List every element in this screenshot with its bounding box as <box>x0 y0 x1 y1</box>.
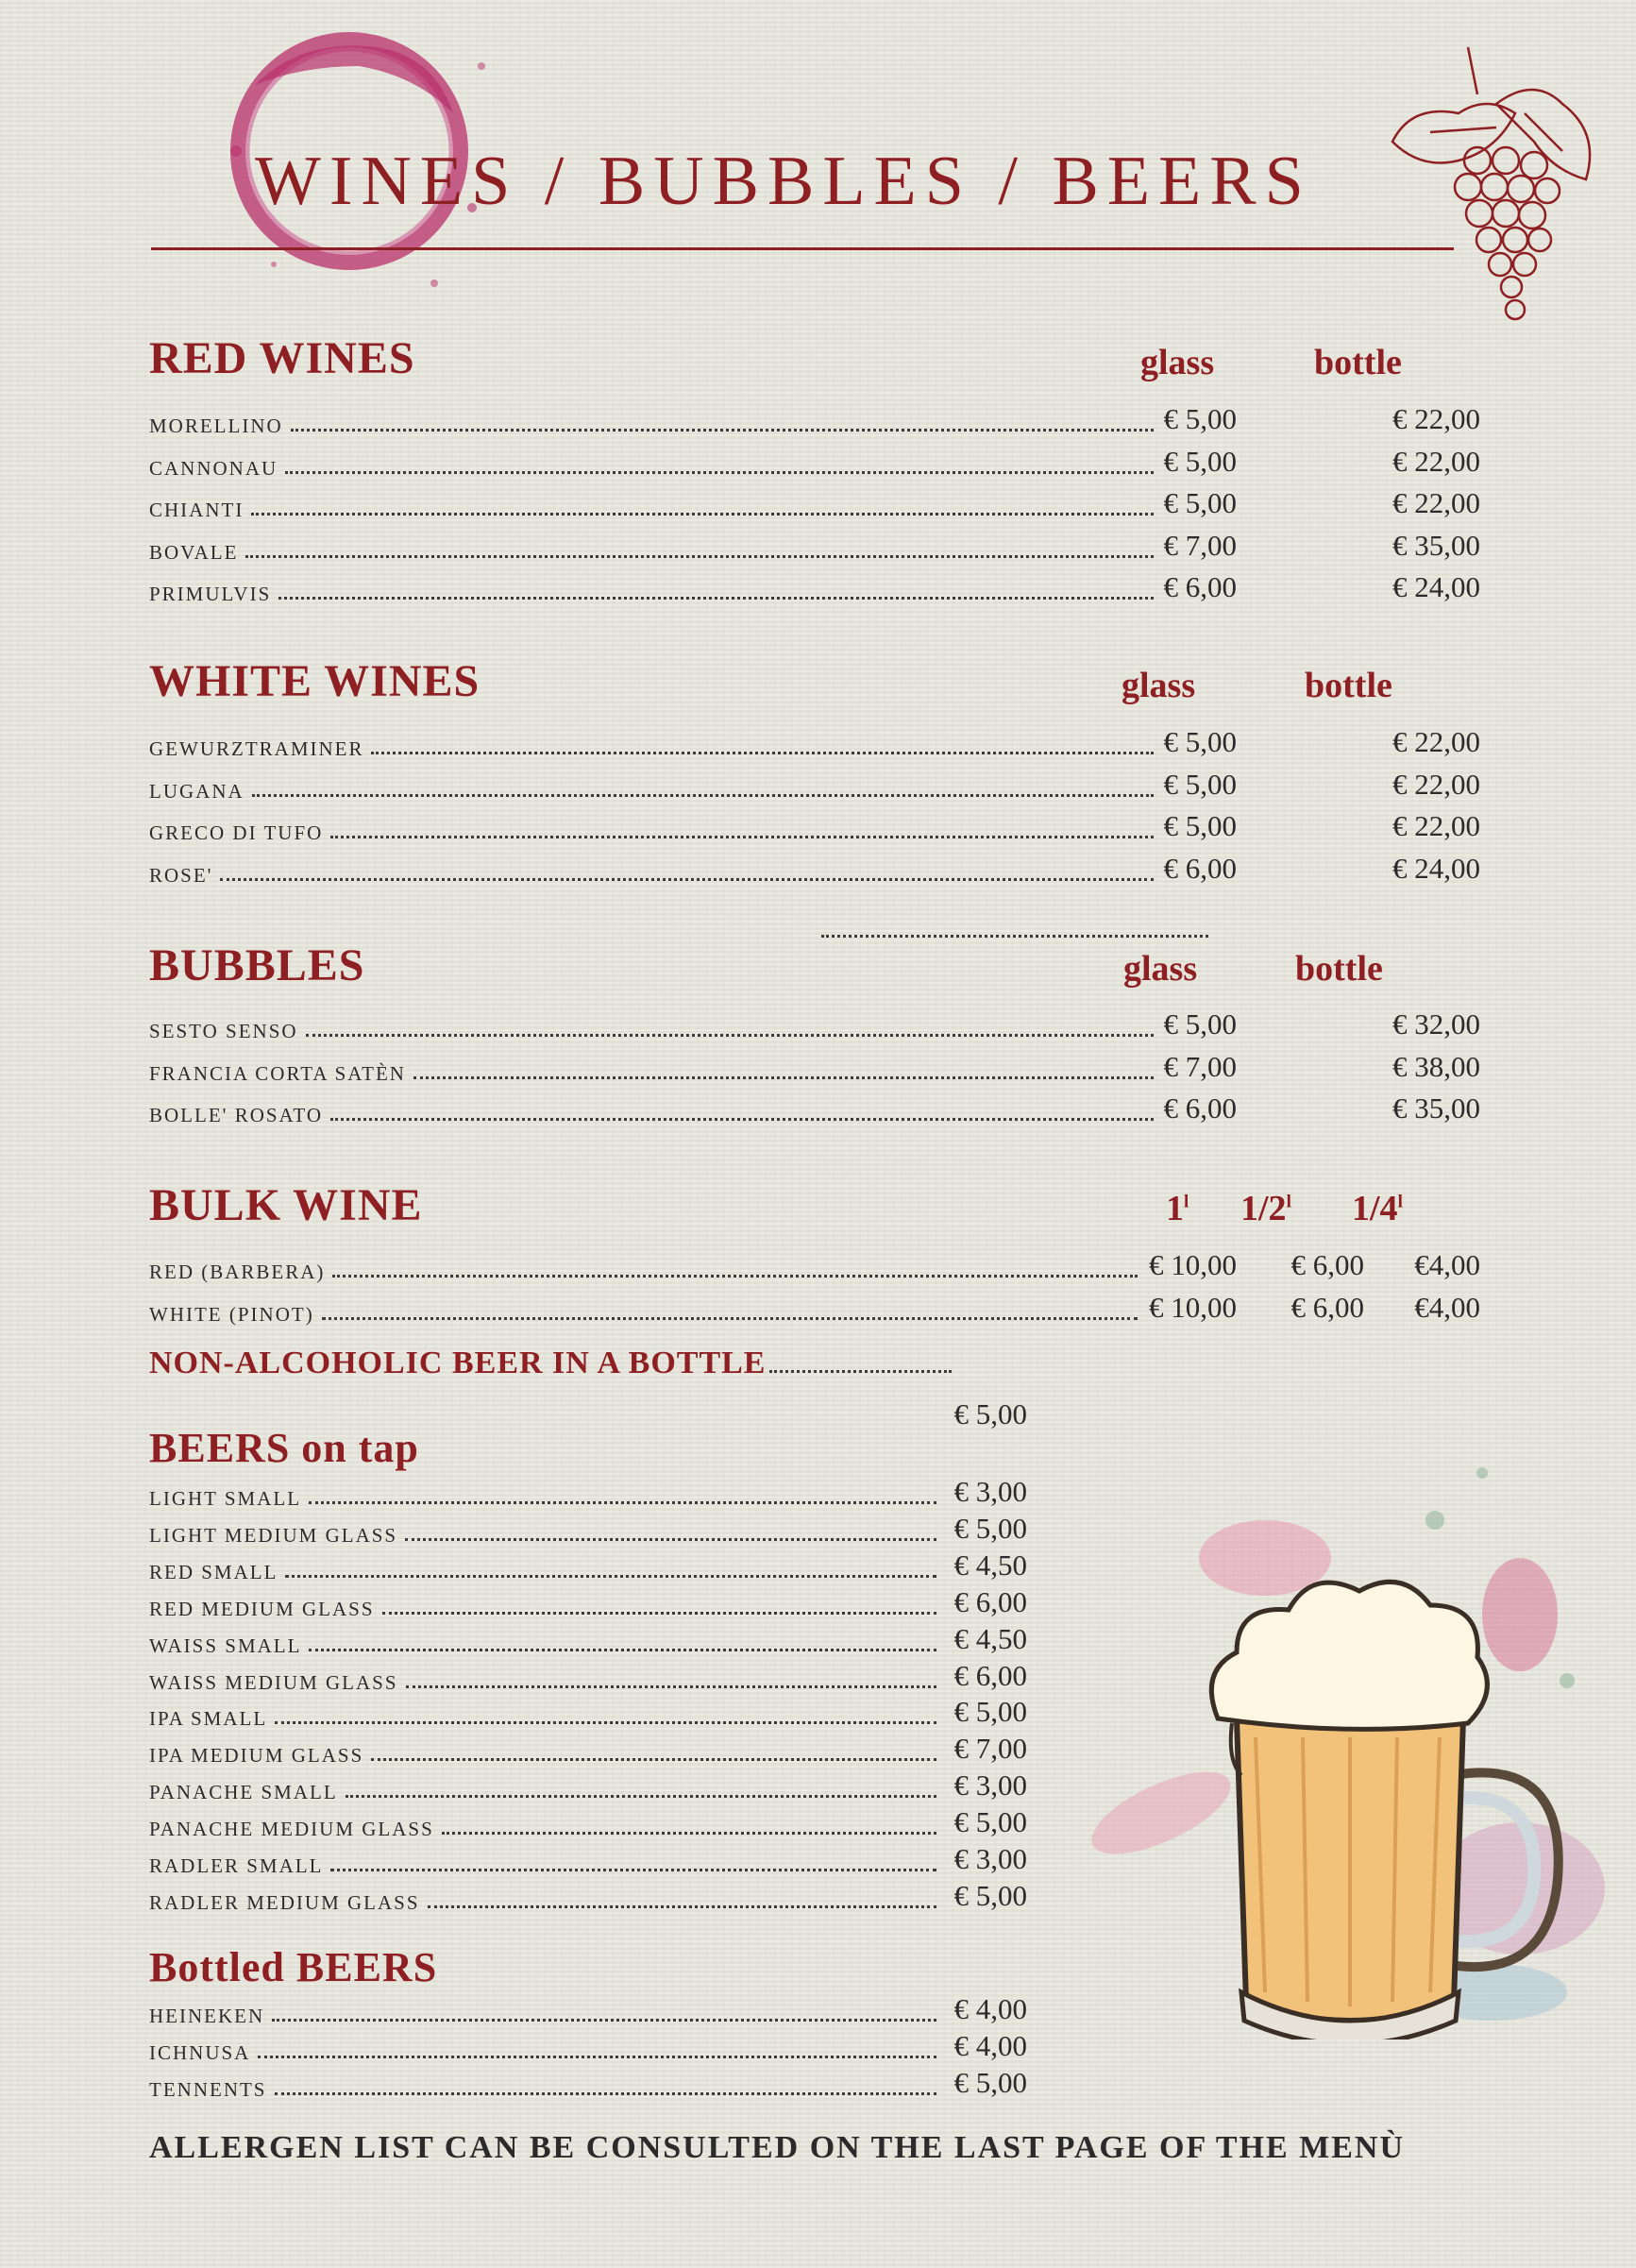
quarter-liter-price: €4,00 <box>1414 1248 1480 1281</box>
wine-row <box>149 723 1154 761</box>
item-name: MORELLINO <box>149 415 283 437</box>
dotted-leader <box>278 597 1154 600</box>
item-name: WAISS SMALL <box>149 1633 302 1657</box>
wine-row <box>149 443 1154 481</box>
beer-price: € 4,50 <box>953 1548 1027 1582</box>
beer-price: € 4,00 <box>953 2028 1027 2062</box>
glass-price: € 5,00 <box>1163 486 1237 519</box>
dotted-leader <box>769 1370 952 1373</box>
dotted-leader <box>405 1538 936 1541</box>
bottled-beers-heading: Bottled BEERS <box>149 1944 438 1990</box>
glass-price: € 5,00 <box>1163 809 1237 842</box>
item-name: CANNONAU <box>149 456 278 480</box>
dotted-leader <box>285 1575 936 1578</box>
wine-row <box>149 400 1154 438</box>
white-wines-bottle-label: bottle <box>1305 666 1392 705</box>
dotted-leader <box>371 1758 936 1761</box>
red-wines-heading: RED WINES <box>149 333 415 383</box>
dotted-leader <box>272 2019 936 2022</box>
bottle-price: € 24,00 <box>1392 570 1480 603</box>
item-name: LUGANA <box>149 779 245 803</box>
wine-row <box>149 527 1154 565</box>
beer-row <box>149 1583 936 1621</box>
red-wines-bottle-label: bottle <box>1314 343 1402 382</box>
bulk-wine-row <box>149 1246 1138 1284</box>
liter-price: € 10,00 <box>1149 1248 1237 1281</box>
white-wines-heading: WHITE WINES <box>149 656 481 706</box>
dotted-leader <box>406 1685 936 1688</box>
bottle-price: € 35,00 <box>1392 528 1480 562</box>
white-wines-glass-label: glass <box>1122 666 1196 705</box>
bulk-wine-heading: BULK WINE <box>149 1180 423 1230</box>
dotted-leader <box>252 794 1154 797</box>
beer-row <box>149 1840 936 1878</box>
item-name: ICHNUSA <box>149 2040 251 2064</box>
glass-price: € 6,00 <box>1163 1092 1237 1125</box>
bubbles-row <box>149 1006 1154 1043</box>
beer-price: € 5,00 <box>953 1511 1027 1545</box>
half-liter-price: € 6,00 <box>1290 1290 1364 1324</box>
item-name: PRIMULVIS <box>149 583 272 605</box>
item-name: RED MEDIUM GLASS <box>149 1597 375 1620</box>
beer-price: € 3,00 <box>953 1842 1027 1875</box>
beer-row <box>149 1693 936 1731</box>
item-name: BOLLE' ROSATO <box>149 1104 323 1126</box>
half-liter-price: € 6,00 <box>1290 1248 1364 1281</box>
bubbles-row <box>149 1048 1154 1086</box>
bottle-price: € 22,00 <box>1392 767 1480 801</box>
bottle-price: € 22,00 <box>1392 809 1480 842</box>
glass-price: € 5,00 <box>1163 402 1237 435</box>
dotted-leader <box>346 1795 936 1798</box>
item-name: RADLER SMALL <box>149 1854 324 1877</box>
wine-row <box>149 766 1154 804</box>
dotted-leader <box>330 1869 936 1871</box>
item-name: RED (BARBERA) <box>149 1261 326 1283</box>
dotted-leader <box>285 471 1154 474</box>
bulk-col-1l: 1$^l$ <box>1166 1189 1189 1228</box>
grapes-illustration-icon <box>1374 38 1610 330</box>
wine-row <box>149 568 1154 606</box>
item-name: RED SMALL <box>149 1560 278 1583</box>
non-alcoholic-price: € 5,00 <box>953 1397 1027 1430</box>
liter-price: € 10,00 <box>1149 1290 1237 1324</box>
bottle-price: € 38,00 <box>1392 1049 1480 1083</box>
dotted-leader <box>442 1832 936 1835</box>
dotted-leader <box>220 878 1154 881</box>
beer-row <box>149 2064 936 2102</box>
beer-price: € 3,00 <box>953 1475 1027 1508</box>
beer-mug-illustration-icon <box>1076 1435 1624 2040</box>
beer-price: € 6,00 <box>953 1658 1027 1692</box>
wine-row <box>149 850 1154 888</box>
beer-row <box>149 1990 936 2028</box>
non-alcoholic-heading: NON-ALCOHOLIC BEER IN A BOTTLE <box>149 1346 767 1380</box>
allergen-footer: ALLERGEN LIST CAN BE CONSULTED ON THE LAST PAGE OF THE MENÙ <box>149 2130 1406 2165</box>
beer-row <box>149 1803 936 1841</box>
dotted-leader <box>330 1118 1154 1121</box>
bottle-price: € 24,00 <box>1392 851 1480 885</box>
item-name: LIGHT MEDIUM GLASS <box>149 1523 398 1547</box>
glass-price: € 6,00 <box>1163 851 1237 885</box>
dotted-leader <box>428 1905 936 1908</box>
dotted-leader <box>322 1317 1138 1320</box>
beer-price: € 5,00 <box>953 2065 1027 2099</box>
beer-price: € 4,00 <box>953 1992 1027 2025</box>
bubbles-glass-label: glass <box>1123 949 1198 989</box>
beer-price: € 4,50 <box>953 1621 1027 1655</box>
dotted-leader <box>306 1034 1154 1037</box>
beer-price: € 6,00 <box>953 1584 1027 1618</box>
dotted-leader <box>309 1501 936 1504</box>
beer-row <box>149 1547 936 1584</box>
dotted-leader <box>275 1721 936 1724</box>
dotted-leader <box>309 1649 936 1651</box>
item-name: WHITE (PINOT) <box>149 1302 314 1326</box>
bottle-price: € 22,00 <box>1392 486 1480 519</box>
glass-price: € 5,00 <box>1163 444 1237 478</box>
item-name: RADLER MEDIUM GLASS <box>149 1890 420 1914</box>
item-name: WAISS MEDIUM GLASS <box>149 1670 398 1694</box>
page-title: WINES / BUBBLES / BEERS <box>255 143 1312 220</box>
beer-price: € 5,00 <box>953 1878 1027 1912</box>
bubbles-bottle-label: bottle <box>1295 949 1383 989</box>
item-name: LIGHT SMALL <box>149 1487 302 1510</box>
dotted-leader <box>330 836 1154 838</box>
dotted-leader <box>251 513 1154 516</box>
item-name: IPA MEDIUM GLASS <box>149 1744 364 1768</box>
wine-row <box>149 484 1154 522</box>
dotted-leader <box>275 2092 937 2095</box>
bulk-wine-row <box>149 1289 1138 1327</box>
item-name: GEWURZTRAMINER <box>149 737 364 760</box>
item-name: IPA SMALL <box>149 1707 268 1731</box>
item-name: HEINEKEN <box>149 2005 265 2027</box>
item-name: TENNENTS <box>149 2077 267 2101</box>
item-name: PANACHE SMALL <box>149 1781 338 1804</box>
bottle-price: € 22,00 <box>1392 725 1480 758</box>
bottle-price: € 32,00 <box>1392 1007 1480 1041</box>
bulk-col-quarter-l: 1/4$^l$ <box>1352 1189 1403 1228</box>
bubbles-heading: BUBBLES <box>149 940 365 990</box>
bubbles-row <box>149 1090 1154 1127</box>
item-name: SESTO SENSO <box>149 1020 298 1042</box>
beer-row <box>149 1510 936 1548</box>
beer-price: € 3,00 <box>953 1769 1027 1803</box>
dotted-leader <box>382 1612 936 1615</box>
title-divider <box>151 247 1454 250</box>
beer-price: € 7,00 <box>953 1732 1027 1766</box>
glass-price: € 7,00 <box>1163 528 1237 562</box>
beers-on-tap-heading: BEERS on tap <box>149 1425 419 1471</box>
item-name: FRANCIA CORTA SATÈN <box>149 1061 406 1085</box>
red-wines-glass-label: glass <box>1140 343 1215 382</box>
item-name: GRECO DI TUFO <box>149 821 324 844</box>
glass-price: € 5,00 <box>1163 725 1237 758</box>
dotted-leader <box>258 2056 936 2058</box>
beer-row <box>149 2027 936 2065</box>
wine-row <box>149 807 1154 845</box>
beer-price: € 5,00 <box>953 1695 1027 1729</box>
item-name: PANACHE MEDIUM GLASS <box>149 1818 434 1841</box>
glass-price: € 5,00 <box>1163 1007 1237 1041</box>
glass-price: € 5,00 <box>1163 767 1237 801</box>
item-name: CHIANTI <box>149 499 245 521</box>
beer-row <box>149 1620 936 1658</box>
dotted-separator <box>821 935 1208 938</box>
beer-row <box>149 1767 936 1804</box>
bottle-price: € 22,00 <box>1392 444 1480 478</box>
glass-price: € 7,00 <box>1163 1049 1237 1083</box>
quarter-liter-price: €4,00 <box>1414 1290 1480 1324</box>
glass-price: € 6,00 <box>1163 570 1237 603</box>
beer-row <box>149 1473 936 1511</box>
dotted-leader <box>245 555 1154 558</box>
dotted-leader <box>332 1275 1138 1278</box>
item-name: ROSE' <box>149 863 213 887</box>
bottle-price: € 35,00 <box>1392 1092 1480 1125</box>
beer-row <box>149 1657 936 1695</box>
bulk-col-half-l: 1/2$^l$ <box>1240 1189 1291 1228</box>
dotted-leader <box>413 1076 1154 1079</box>
bottle-price: € 22,00 <box>1392 402 1480 435</box>
dotted-leader <box>291 429 1154 432</box>
item-name: BOVALE <box>149 540 239 564</box>
non-alcoholic-row <box>149 1346 952 1381</box>
beer-row <box>149 1730 936 1768</box>
beer-row <box>149 1877 936 1915</box>
beer-price: € 5,00 <box>953 1805 1027 1839</box>
dotted-leader <box>371 752 1154 754</box>
